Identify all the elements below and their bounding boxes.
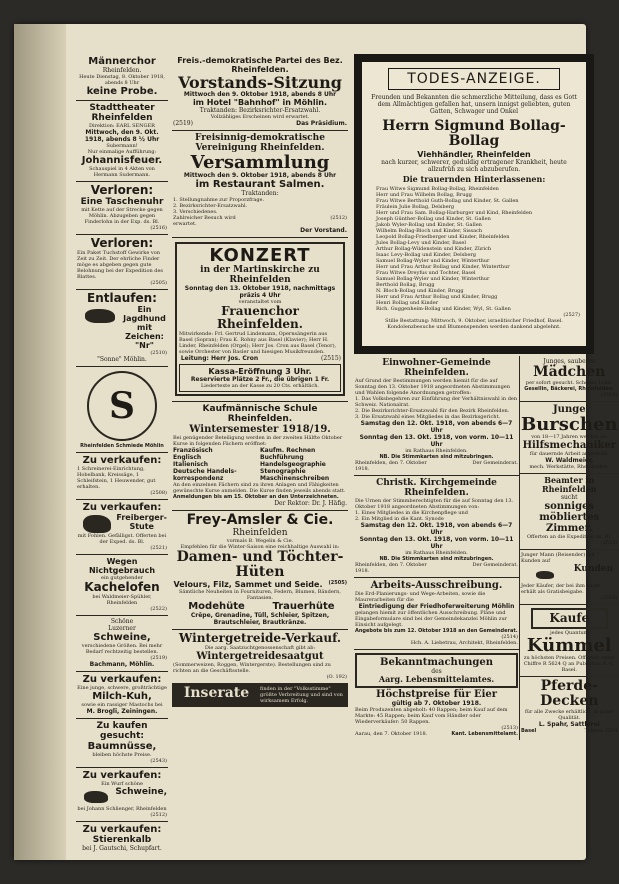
konzert-kasse: Kassa-Eröffnung 3 Uhr. [208, 367, 312, 376]
ad-konzert [172, 238, 348, 402]
kaufm-text: An den einzelnen Fächern sind zu ihren Anlagen und Fähigkeiten gewünschte Kurse anmelden. Die Kurse finden jeweils abends statt. [173, 482, 346, 494]
frey-bottom: Crêpe, Grenadine, Tüll, Schleier, Spitzen, Brautschleier, Brautkränze. [190, 612, 330, 626]
mourner-entry: Herr und Frau Wilhelm Bollag, Brugg [376, 192, 472, 198]
theater-title: Stadttheater Rheinfelden [89, 103, 155, 123]
versammlung-note: Zahlreicher Besuch wird erwartet. [173, 215, 236, 227]
dog-icon [77, 305, 122, 350]
einwohner-note: NB. Die Stimmkarten sind mitzubringen. [379, 454, 494, 460]
ad-vorstandssitzung [172, 54, 348, 131]
einwohner-footer [355, 460, 518, 472]
frey-ref: (2505) [328, 580, 347, 586]
verkaufen2-text: mit Fohlen. Gefälligst. Offerten bei der Exped. ds. Bl. [77, 532, 167, 545]
verloren2-title: Verloren: [90, 236, 154, 250]
winter-item: Wintergetreidesaatgut [196, 651, 324, 662]
schweine2-title: Zu verkaufen: [82, 769, 162, 781]
ad-maennerchor [76, 54, 168, 101]
pferde-sign: Telefon 2554 [584, 728, 618, 734]
death-notice [354, 54, 594, 354]
ad-arbeits-ausschreibung [354, 578, 519, 650]
ad-entlaufen [76, 290, 168, 367]
kaufm-date: Anmeldungen bis am 15. Oktober an den Unterzeichneten. [173, 494, 339, 500]
verkaufen2-item: Freiberger-Stute [116, 513, 167, 531]
ad-maedchen [520, 356, 619, 402]
konzert-frame [175, 242, 345, 396]
kaufm-subjects-right [260, 447, 347, 482]
theater-date: Mittwoch, den 9. Okt. 1918, abends 8 ½ Uhr [84, 129, 160, 143]
death-head: TODES-ANZEIGE. [388, 68, 560, 90]
inserate-text: finden in der "Volksstimme" größte Verbreitung und sind von wirksamem Erfolg. [260, 686, 343, 704]
mourner-entry: Frau Witwe Sigmund Bollag-Bollag, Rheinfelden [376, 186, 499, 192]
theater-author: Subermann! [106, 143, 138, 149]
konzert-lead: Leitung: Herr Jos. Cron [180, 355, 259, 362]
classifieds-right [520, 356, 619, 740]
versammlung-footer [173, 215, 347, 227]
arbeits-text: Die Erd-Planierungs- und Wege-Arbeiten, sowie die Maurerarbeiten für die [355, 591, 486, 603]
verkaufen2-ref: (2521) [150, 544, 167, 551]
horseshoe-emblem-icon: S [87, 371, 157, 441]
ad-frey-amsler [172, 511, 348, 630]
column-notices [172, 54, 348, 848]
maedchen-item: Mädchen [533, 364, 606, 380]
ad-verloren-uhr [76, 182, 168, 235]
maennerchor-title: Männerchor [88, 56, 156, 67]
einwohner-place: im Rathaus Rheinfelden. [405, 448, 468, 454]
ad-schweine-luzerner [76, 616, 168, 672]
christ-item-2: 2. Ein Mitglied in die Kant. Synode [355, 516, 444, 522]
subject: Maschinenschreiben [260, 475, 330, 482]
frey-right: Trauerhüte [272, 601, 335, 612]
vorstand-footer [173, 120, 347, 127]
mourner-entry: Herr und Frau Arthur Bollag und Kinder, Brugg [376, 294, 498, 300]
mourner-entry: Henri Bollag und Kinder [376, 300, 439, 306]
ad-baumnuesse [76, 719, 168, 768]
verkaufen1-text: 1 Schreinerei-Einrichtung, Hobelbank, Kreissäge, 1 Schleifstein, 1 Heuwender, gut erhalten. [77, 466, 156, 490]
frey-title: Frey-Amsler & Cie. [186, 512, 334, 528]
einwohner-item-1: 1. Das Volksbegehren zur Einführung der Verhältniswahl in den Schweiz. Nationalrat. [355, 396, 518, 408]
mourner-entry: N. Bloch-Bollag und Kinder, Brugg [376, 288, 464, 294]
entlaufen-row [77, 305, 167, 350]
kachelofen-ref: (2522) [150, 605, 167, 612]
christ-footer [355, 562, 518, 574]
death-footer: Stille Bestattung: Mittwoch, 9. Oktober, israelitischer Friedhof, Basel. Kondolenzbesuche und Blumenspenden werden dankend abgelehnt. [385, 318, 563, 330]
ad-kaufmaennische-schule [172, 402, 348, 511]
bekannt-place: Aarau, den 7. Oktober 1918. [355, 731, 428, 737]
arbeits-item: Eintriedigung der Friedhoferweiterung Möhlin [358, 603, 515, 610]
death-ref: (2527) [563, 312, 580, 318]
kaufm-title: Kaufmännische Schule Rheinfelden. [202, 404, 318, 424]
stier-seller: bei J. Gautschi, Schupfart. [82, 844, 162, 852]
einwohner-text: Auf Grund der Bestimmungen werden hiemit für die auf Sonntag den 13. Oktober 1918 angeordneten Abstimmungen und Wahlen folgende Anordnungen getroffen: [355, 378, 510, 396]
christ-text: Die Urnen der Stimmberechtigten für die auf Sonntag den 13. Oktober 1918 angeordneten Abstimmungen von: [355, 498, 514, 510]
mourner-entry: Fräulein Julie Bollag, Delsberg [376, 204, 455, 210]
official-notices [354, 356, 520, 740]
einwohner-sign: Der Gemeinderat. [472, 460, 518, 466]
mourner-entry: Herr und Frau Arthur Bollag und Kinder, Winterthur [376, 264, 510, 270]
death-prof: Viehhändler, Rheinfelden [417, 150, 531, 159]
winter-ref: (O. 192) [326, 674, 347, 680]
milch-title: Zu verkaufen: [82, 673, 162, 685]
theater-desc: Schauspiel in 4 Akten von Hermann Sudermann. [89, 166, 155, 178]
konzert-ref: (2515) [321, 355, 341, 362]
frey-sub: vormals B. Wegelin & Cie. [226, 538, 294, 544]
vorstand-party: Freis.-demokratische Partei des Bez. Rheinfelden. [177, 56, 343, 74]
kaufm-subjects-left [173, 447, 260, 482]
kachelofen-text: bei Waldmeier-Spühler, Rheinfelden [92, 593, 152, 606]
theater-note: Nur einmalige Aufführung: [87, 149, 157, 155]
kaufe-frame [531, 608, 608, 629]
entlaufen-ref2: "Sonne" Möhlin. [97, 356, 147, 363]
verkaufen2-title: Zu verkaufen: [82, 502, 162, 513]
burschen-text: von 18—17 Jahren werden als [531, 434, 608, 440]
baum-text: bleiben höchste Preise. [92, 751, 152, 758]
subject: Stenographie [260, 468, 306, 475]
bekannt-date: gültig ab 7. Oktober 1918. [391, 700, 482, 707]
subject: Handelsgeographie [260, 461, 326, 468]
maedchen-text: per sofort gesucht. Schöner Lohn. [525, 380, 613, 386]
frey-place: Rheinfelden [232, 528, 288, 538]
versammlung-date: Mittwoch den 9. Oktober 1918, abends 8 Uhr [183, 172, 337, 179]
entlaufen-title: Entlaufen: [87, 291, 157, 305]
inserate-title: Inserate [183, 685, 250, 701]
milch-seller: M. Brogli, Zeiningen. [86, 707, 158, 715]
konzert-date: Sonntag den 13. Oktober 1918, nachmittags präzis 4 Uhr [184, 285, 336, 299]
versammlung-org: Freisinnig-demokratische Vereinigung Rheinfelden. [195, 133, 325, 153]
verkaufen1-ref: (2508) [150, 490, 167, 496]
mourner-entry: Samuel Bollag-Wyler und Kinder, Winterthur [376, 258, 490, 264]
stier-title: Zu verkaufen: [82, 823, 162, 835]
ad-burschen [520, 402, 619, 474]
verloren1-ref: (2516) [150, 225, 167, 231]
lower-right [354, 356, 618, 740]
schweine2-ref: (2512) [150, 811, 167, 818]
stier-item: Stierenkalb [92, 834, 152, 845]
maennerchor-probe: keine Probe. [86, 86, 158, 97]
kunden-text: Junger Mann (Reisender) mit ? Kunden auf [521, 552, 600, 564]
bekannt-sign: Kant. Lebensmittelamt. [451, 731, 518, 737]
konzert-text: Mitwirkende: Frl. Gertrud Lindemann, Opernsängerin aus Basel (Sopran); Frau K. Rohny aus Basel (Klavier); Herr H. Linder, Rheinfelden (Orgel); Herr Jos. Cron aus Basel (Tenor), sowie Orchester von Basler und hiesigen Musikfreunden. [179, 331, 337, 355]
mourner-entry: Isaac Levy-Bollag und Kinder, Delsberg [376, 252, 477, 258]
horse-icon [77, 513, 116, 533]
christ-item-1: 1. Eines Mitgliedes in die Kirchenpflege und [355, 510, 468, 516]
kachelofen-title: Wegen Nichtgebrauch [88, 556, 156, 575]
mourner-entry: Jakob Wyler-Bollag und Kinder, St. Gallen [376, 222, 482, 228]
versammlung-title: Versammlung [190, 152, 330, 173]
mourner-entry: Jules Bollag-Levy und Kinder, Basel [376, 240, 466, 246]
mourner-entry: Berthold Bollag, Brugg [376, 282, 435, 288]
versammlung-item-1: 1. Stellungnahme zur Proporzfrage. [173, 197, 265, 203]
schweine-title: Schöne [110, 617, 134, 625]
subject: Französisch [173, 447, 213, 454]
ad-kuemmel [520, 605, 619, 677]
ad-milchkuh [76, 672, 168, 719]
frey-text: Sämtliche Neuheiten in Fournituren, Federn, Blumen, Bändern, Fantasien. [179, 589, 341, 601]
newspaper-page [14, 24, 618, 860]
maedchen-title: Junges, sauberes [543, 358, 596, 365]
zimmer-ref: (2515) [600, 540, 618, 546]
ad-pferde-decken [520, 677, 619, 737]
ad-verkaufen-schreinerei [76, 453, 168, 500]
mourner-entry: Wilhelm Bollag-Bloch und Kinder, Sissach [376, 228, 483, 234]
kunden-item: Kunden [573, 564, 614, 574]
schweine-text: verschiedene Größen. Bei mehr Bedarf rechtzeitig bestellen. [81, 642, 163, 655]
ad-lebensmittelamt [354, 650, 519, 740]
book-gutter [14, 24, 66, 860]
inserate-row [173, 686, 347, 704]
christ-date: Rheinfelden, den 7. Oktober 1918. [355, 562, 427, 574]
arbeits-title: Arbeits-Ausschreibung. [370, 580, 503, 591]
arbeits-date: Angebote bis zum 12. Oktober 1918 an den Gemeinderat. [355, 628, 518, 634]
christ-open2: Sonntag den 13. Okt. 1918, von vorm. 10—11 Uhr [359, 536, 514, 550]
baum-ref: (2543) [150, 757, 167, 764]
column-small-ads [76, 54, 168, 852]
ad-verloren-paket [76, 235, 168, 290]
zimmer-text: Offerten an die Expedition ds. Bl. [526, 534, 612, 540]
theater-sub: Direktion: EARL SENGER [89, 123, 155, 129]
milch-item: Milch-Kuh, [92, 690, 152, 702]
winter-desc: (Sommerweizen, Roggen, Wintergerste). Bestellungen sind zu richten an die Geschäftsstelle. [173, 662, 331, 674]
kunden-text2: Jeder Käufer, der bei ihm kauft, erhält als Gratisbeigabe. [521, 583, 602, 595]
verloren1-title: Verloren: [90, 183, 154, 197]
winter-text: Die aarg. Saatzuchtgenossenschaft gibt ab: [204, 645, 316, 651]
subject: korrespondenz [173, 475, 224, 482]
vorstand-place: im Hotel "Bahnhof" in Möhlin. [192, 98, 328, 107]
pferde-text: für alle Zwecke erhältlich, in guter Qualität. [524, 709, 614, 721]
christ-sign: Der Gemeinderat. [472, 562, 518, 568]
entlaufen-ref: (2510) [150, 350, 167, 356]
ad-verkaufen-stute [76, 500, 168, 555]
frey-hats [173, 601, 347, 612]
mourner-entry: Herr und Frau Sam. Bollag-Harburger und Kind, Rheinfelden [376, 210, 533, 216]
verkaufen1-title: Zu verkaufen: [82, 455, 162, 466]
ad-christkath-kirchgemeinde [354, 476, 519, 578]
baum-item: Baumnüsse, [87, 740, 157, 752]
schweine-ref: (2519) [150, 654, 167, 661]
mourner-entry: Samuel Bollag-Wyler und Kinder, Winterthur [376, 276, 490, 282]
einwohner-title: Einwohner-Gemeinde Rheinfelden. [382, 358, 491, 378]
schweine2-item: Schweine, [115, 786, 167, 797]
burschen-ref: mech. Werkstätte, Rheinfelden. [529, 464, 610, 470]
mourner-entry: Joseph Günther-Bollag und Kinder, St. Gallen [376, 216, 491, 222]
maennerchor-sub: Rheinfelden. [102, 67, 142, 74]
vorstand-date: Mittwoch den 9. Oktober 1918, abends 8 Uhr [183, 91, 337, 98]
mourner-entry: Arthur Bollag-Wildenstein und Kinder, Zürich [376, 246, 492, 252]
zimmer-sub: sucht [560, 494, 578, 501]
frey-big: Damen- und Töchter-Hüten [176, 549, 344, 580]
verloren1-text: mit Kette auf der Strecke gegen Möhlin. Abzugeben gegen Finderlohn in der Exp. ds. Bl. [81, 207, 163, 225]
vorstand-title: Vorstands-Sitzung [178, 73, 342, 92]
konzert-sub: veranstaltet vom [238, 299, 282, 305]
winter-title: Wintergetreide-Verkauf. [178, 631, 342, 645]
ad-schweine-wurf [76, 768, 168, 822]
ad-wintergetreide [172, 630, 348, 684]
kunden-ref: (2518) [600, 595, 618, 601]
konzert-prices: Reservierte Plätze 2 Fr., die übrigen 1 Fr. [190, 376, 330, 383]
christ-open1: Samstag den 12. Okt. 1918, von abends 6—7 Uhr [360, 522, 513, 536]
frey-items: Velours, Filz, Sammet und Seide. [173, 580, 323, 589]
versammlung-item-2: 2. Bezirksrichter-Ersatzwahl. [173, 203, 248, 209]
vorstand-agenda: Traktanden: Bezirksrichter-Ersatzwahl. [199, 107, 321, 114]
vorstand-sign: Das Präsidium. [296, 120, 347, 127]
frey-intro: Empfehlen für die Winter-Saison eine reichhaltige Auswahl in: [180, 544, 340, 550]
burschen-item: Burschen [521, 414, 618, 435]
verloren2-text: Ein Paket Tuchstoff Gewirke von Zeit zu Zeit. Der ehrliche Finder möge es abgeben gegen gute Belohnung bei der Expedition des Blattes. [77, 250, 163, 280]
maedchen-ref: (2516) [600, 392, 618, 398]
einwohner-open2: Sonntag den 13. Okt. 1918, von vorm. 10—11 Uhr [359, 434, 514, 448]
konzert-org: Frauenchor Rheinfelden. [217, 304, 303, 331]
schweine2-text: bei Johann Schlienger, Rheinfelden [77, 805, 167, 812]
burschen-text2: für dauernde Arbeit angestellt. [529, 451, 609, 457]
schweine-item: Schweine, [93, 631, 151, 643]
ad-stierenkalb [76, 822, 168, 855]
arbeits-text2: gelangen hiemit zur öffentlichen Ausschreibung. Pläne und Eingabeformulare sind bei der Gemeindekanzlei Möhlin zur Einsicht aufgelegt. [355, 610, 508, 628]
ad-kachelofen [76, 555, 168, 616]
einwohner-item-3: 3. Die Ersatzwahl eines Mitgliedes in das Bezirksgericht. [355, 414, 501, 420]
mourner-entry: Leopold Bollag-Friedberger und Kinder, Rheinfelden [376, 234, 510, 240]
konzert-place: in der Martinskirche zu Rheinfelden [200, 265, 320, 285]
burschen-item2: Hilfsmechaniker [522, 440, 616, 451]
christ-place: im Rathaus Rheinfelden. [405, 550, 468, 556]
versammlung-place: im Restaurant Salmen. [195, 179, 325, 190]
pferde-title: Pferde-Decken [540, 678, 599, 709]
subject: Buchführung [260, 454, 304, 461]
mourner-entry: Frau Witwe Berthold Guth-Bollag und Kinder, St. Gallen [376, 198, 519, 204]
schweine2-row [77, 787, 167, 806]
ad-inserate [172, 684, 348, 707]
milch-text2: sowie ein rassiger Mastochs bei [81, 701, 163, 708]
pig-icon [77, 787, 115, 806]
pferde-place: Basel [521, 728, 537, 734]
burschen-seller: W. Waldmeier, [545, 457, 594, 464]
ad-zimmer [520, 474, 619, 550]
konzert-lead-row [179, 355, 341, 362]
arbeits-sign: Hch. A. Liebetrau, Architekt, Rheinfelden. [410, 640, 518, 646]
stute-row [77, 513, 167, 533]
verloren1-item: Eine Taschenuhr [80, 197, 164, 207]
schweine-seller: Bachmann, Möhlin. [89, 660, 155, 668]
death-mourners: Die trauernden Hinterlassenen: [402, 174, 546, 184]
ad-einwohner-gemeinde [354, 356, 519, 476]
column-right [354, 54, 618, 848]
pferde-seller: L. Spahr, Sattlerei [538, 721, 600, 728]
verloren2-ref: (2505) [150, 280, 167, 286]
schweine-sub: Luzerner [108, 624, 136, 632]
bekannt-ref: (2513) [501, 725, 518, 731]
kaufe-sub: jedes Quantum [550, 630, 589, 636]
versammlung-sign: Der Vorstand. [300, 227, 347, 234]
theater-play: Johannisfeuer. [81, 155, 163, 166]
versammlung-ref: (2512) [330, 215, 347, 221]
zimmer-item: sonniges möbliertes Zimmer. [539, 501, 600, 534]
bekannt-footer [355, 731, 518, 737]
vorstand-ref: (2519) [173, 120, 193, 127]
kachelofen-item: Kachelofen [84, 579, 160, 594]
zimmer-title: Beamter in Rheinfelden [542, 475, 597, 494]
subject: Deutsche Handels- [173, 468, 237, 475]
pointing-hand-icon [521, 564, 569, 583]
maedchen-seller: Gesellin, Bäckerei, Rheinfelden. [524, 386, 615, 392]
konzert-tickets [179, 364, 341, 392]
kachelofen-sub: ein gutgehender [101, 574, 143, 581]
bekannt-frame [355, 653, 518, 688]
schmiede-text: Rheinfelden Schmiede Möhlin [80, 443, 164, 449]
bekannt-org: Aarg. Lebensmittelamtes. [378, 674, 495, 684]
schweine2-sub: Ein Wurf schöne [101, 780, 143, 787]
kaufe-text: zu höchsten Preisen. Offerten unter Chiffre R 5624 Q an Publicitas A.-G. Basel. [523, 655, 615, 673]
arbeits-ref: (2514) [501, 634, 518, 640]
death-text: nach kurzer, schwerer, geduldig ertragener Krankheit, heute allzufrüh zu sich abzuberufen. [381, 159, 567, 173]
kaufm-sign: Der Rektor: Dr. J. Häfig. [274, 500, 347, 507]
subject: Englisch [173, 454, 202, 461]
kunden-row [521, 564, 618, 583]
milch-text: Eine junge, schwere, großträchtige [77, 684, 167, 691]
kaufe-title: Kaufe [549, 611, 590, 625]
bekannt-title: Bekanntmachungen [380, 657, 493, 668]
burschen-title: Junge [552, 404, 586, 415]
ad-schmiede [76, 367, 168, 453]
bekannt-sub: des [431, 668, 442, 675]
kaufm-intro: Bei genügender Beteiligung werden in der zweiten Hälfte Oktober Kurse in folgenden Fächern eröffnet: [173, 435, 343, 447]
ad-stadttheater [76, 101, 168, 182]
death-intro: Freunden und Bekannten die schmerzliche Mitteilung, dass es Gott dem Allmächtigen gefallen hat, unsern innigst geliebten, guten Gatten, Schwager und Onkel [371, 94, 577, 115]
bekannt-item: Höchstpreise für Eier [376, 689, 497, 700]
kaufe-item: Kümmel [526, 635, 612, 656]
einwohner-item-2: 2. Die Bezirksrichter-Ersatzwahl für den Bezirk Rheinfelden. [355, 408, 510, 414]
einwohner-date: Rheinfelden, den 7. Oktober 1918. [355, 460, 427, 472]
konzert-title: KONZERT [209, 245, 311, 266]
christ-note: NB. Die Stimmkarten sind mitzubringen. [379, 556, 494, 562]
maennerchor-text: Heute Dienstag, 8. Oktober 1918, abends 8 Uhr [79, 74, 165, 86]
versammlung-item-3: 3. Verschiedenes. [173, 209, 218, 215]
bekannt-text: Beim Produzenten abgeholt: 40 Rappen; beim Kauf auf dem Markte: 45 Rappen; beim Kauf vom Händler oder Wiederverkäufer: 50 Rappen. [355, 707, 508, 725]
frey-left: Modehüte [188, 601, 245, 612]
einwohner-open1: Samstag den 12. Okt. 1918, von abends 6—7 Uhr [360, 420, 513, 434]
kaufm-subjects [173, 447, 347, 482]
death-name: Herrn Sigmund Bollag-Bollag [382, 118, 566, 149]
vorstand-note: Vollzähliges Erscheinen wird erwartet. [210, 114, 310, 120]
mourner-entry: Rich. Guggenheim-Bollag und Kinder, Wyl, St. Gallen [376, 306, 511, 312]
ad-kunden [520, 550, 619, 605]
kaufm-sem: Wintersemester 1918/19. [189, 424, 331, 435]
entlaufen-text: Ein Jagdhund mit Zeichen: "Nr" [123, 305, 166, 350]
baum-title: Zu kaufen gesucht: [96, 720, 148, 741]
subject: Kaufm. Rechnen [260, 447, 316, 454]
christ-title: Christk. Kirchgemeinde Rheinfelden. [376, 478, 497, 498]
frey-items-row [173, 580, 347, 589]
mourner-entry: Frau Witwe Dreyfus und Tochter, Basel [376, 270, 476, 276]
konzert-texte: Liedertexte an der Kasse zu 20 Cts. erhältlich. [200, 383, 320, 389]
subject: Italienisch [173, 461, 209, 468]
pferde-footer [521, 728, 618, 734]
death-list [368, 186, 580, 312]
ad-versammlung [172, 131, 348, 238]
versammlung-agenda: Traktanden: [241, 190, 279, 197]
